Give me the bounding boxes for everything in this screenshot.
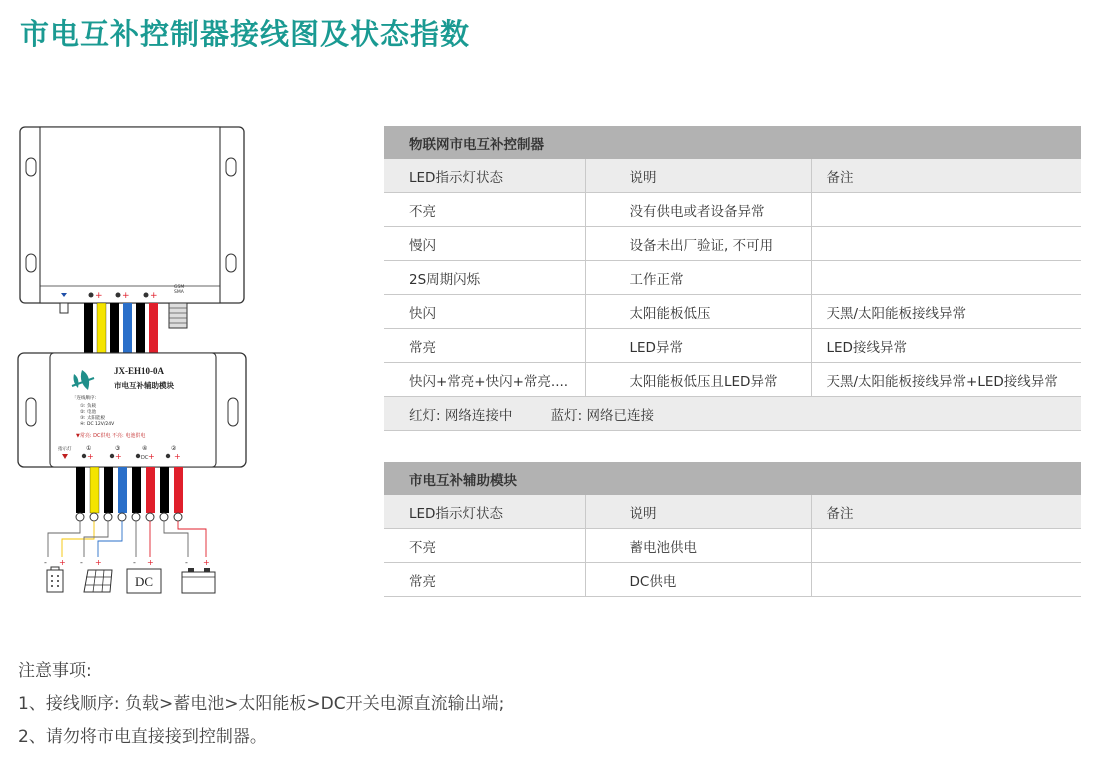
column-header: LED指示灯状态 — [384, 159, 585, 193]
led-state: 快闪 — [384, 295, 585, 329]
wiring-diagram — [14, 120, 254, 600]
port-number: ③ — [115, 445, 121, 452]
table-title: 物联网市电互补控制器 — [384, 126, 1081, 159]
dc-icon — [127, 569, 161, 593]
remark — [811, 529, 1081, 563]
table-row — [384, 529, 1081, 563]
indicator-note: ▼常亮: DC供电 不亮: 电池供电 — [76, 433, 146, 439]
table-row — [384, 261, 1081, 295]
column-header: LED指示灯状态 — [384, 495, 585, 529]
svg-text:+: + — [150, 291, 158, 301]
dc-box-text: DC — [135, 574, 154, 589]
svg-text:+: + — [122, 291, 130, 301]
wiring-order-title: 「连线顺序: — [72, 396, 97, 401]
svg-text:+: + — [95, 291, 103, 301]
description: LED异常 — [585, 329, 811, 363]
column-header: 备注 — [811, 495, 1081, 529]
svg-text:+: + — [148, 452, 155, 461]
remark — [811, 563, 1081, 597]
svg-text:+: + — [87, 452, 94, 461]
led-state: 慢闪 — [384, 227, 585, 261]
led-state: 常亮 — [384, 329, 585, 363]
description: 太阳能板低压且LED异常 — [585, 363, 811, 397]
table-title: 市电互补辅助模块 — [384, 462, 1081, 495]
wiring-item: ①: 负载 — [80, 404, 96, 409]
wiring-item: ②: 电池 — [80, 410, 96, 415]
remark: LED接线异常 — [811, 329, 1081, 363]
led-state: 不亮 — [384, 193, 585, 227]
table-row — [384, 329, 1081, 363]
upper-wires — [84, 303, 158, 353]
remark — [811, 261, 1081, 295]
column-header: 说明 — [585, 495, 811, 529]
gsm-label: GSM — [174, 285, 185, 290]
port-number: ① — [86, 445, 92, 452]
sma-label: SMA — [174, 290, 184, 295]
port-number: ② — [171, 445, 177, 452]
notes-heading: 注意事项: — [18, 661, 92, 681]
module-status-table — [384, 462, 1081, 597]
svg-text:+: + — [59, 558, 66, 567]
remark — [811, 193, 1081, 227]
table-row — [384, 193, 1081, 227]
table-row — [384, 363, 1081, 397]
note-item: 2、请勿将市电直接接到控制器。 — [18, 727, 267, 747]
indicator-label: 指示灯 — [58, 447, 72, 452]
description: DC供电 — [585, 563, 811, 597]
description: 没有供电或者设备异常 — [585, 193, 811, 227]
module-box — [18, 353, 246, 467]
battery-icon — [182, 568, 215, 593]
remark — [811, 227, 1081, 261]
table-row — [384, 227, 1081, 261]
column-header: 说明 — [585, 159, 811, 193]
remark: 天黑/太阳能板接线异常 — [811, 295, 1081, 329]
led-state: 2S周期闪烁 — [384, 261, 585, 295]
dc-port-label: DC — [141, 455, 149, 461]
blue-light-status: 蓝灯: 网络已连接 — [550, 407, 654, 424]
solar-panel-icon — [84, 570, 112, 592]
svg-text:-: - — [133, 558, 136, 567]
red-light-status: 红灯: 网络连接中 — [409, 407, 513, 424]
module-model: JX-EH10-0A — [114, 366, 164, 376]
description: 蓄电池供电 — [585, 529, 811, 563]
svg-text:+: + — [203, 558, 210, 567]
note-item: 1、接线顺序: 负载>蓄电池>太阳能板>DC开关电源直流输出端; — [18, 694, 505, 714]
network-indicator-row — [384, 397, 1081, 431]
description: 太阳能板低压 — [585, 295, 811, 329]
port-number: ④ — [142, 445, 148, 452]
load-icon — [47, 567, 63, 592]
controller-box — [20, 127, 244, 328]
lower-wires — [44, 467, 210, 567]
wiring-item: ④: DC 12V/24V — [80, 422, 115, 427]
svg-text:+: + — [115, 452, 122, 461]
column-header: 备注 — [811, 159, 1081, 193]
led-state: 常亮 — [384, 563, 585, 597]
module-name: 市电互补辅助模块 — [114, 381, 174, 390]
svg-text:-: - — [185, 558, 188, 567]
page-title: 市电互补控制器接线图及状态指数 — [20, 17, 471, 51]
svg-text:+: + — [95, 558, 102, 567]
table-row — [384, 563, 1081, 597]
description: 工作正常 — [585, 261, 811, 295]
led-state: 快闪+常亮+快闪+常亮.... — [384, 363, 585, 397]
svg-text:-: - — [80, 558, 83, 567]
svg-text:+: + — [174, 452, 181, 461]
description: 设备未出厂验证, 不可用 — [585, 227, 811, 261]
led-state: 不亮 — [384, 529, 585, 563]
remark: 天黑/太阳能板接线异常+LED接线异常 — [811, 363, 1081, 397]
svg-text:-: - — [44, 558, 47, 567]
table-row — [384, 295, 1081, 329]
wiring-item: ③: 太阳能板 — [80, 416, 105, 421]
controller-status-table — [384, 126, 1081, 431]
svg-text:+: + — [147, 558, 154, 567]
